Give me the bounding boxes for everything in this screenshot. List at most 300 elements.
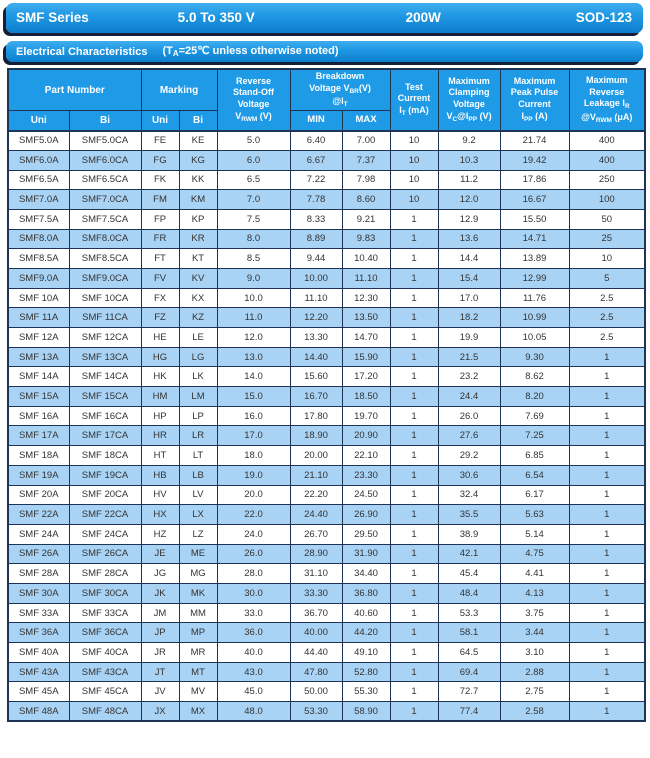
cell-part-uni: SMF 15A bbox=[8, 387, 69, 407]
cell-vrwm: 11.0 bbox=[217, 308, 290, 328]
cell-clamping-voltage: 17.0 bbox=[438, 288, 500, 308]
cell-marking-uni: HP bbox=[141, 406, 179, 426]
cell-vrwm: 36.0 bbox=[217, 623, 290, 643]
table-header bbox=[8, 69, 645, 131]
cell-peak-pulse-current: 17.86 bbox=[500, 170, 569, 190]
cell-peak-pulse-current: 19.42 bbox=[500, 150, 569, 170]
cell-marking-bi: LE bbox=[179, 328, 217, 348]
cell-vbr-max: 44.20 bbox=[342, 623, 390, 643]
cell-test-current: 1 bbox=[390, 623, 438, 643]
cell-part-uni: SMF 45A bbox=[8, 682, 69, 702]
cell-vbr-max: 22.10 bbox=[342, 446, 390, 466]
cell-vbr-max: 15.90 bbox=[342, 347, 390, 367]
cell-test-current: 1 bbox=[390, 643, 438, 663]
cell-test-current: 1 bbox=[390, 446, 438, 466]
cell-part-bi: SMF 43CA bbox=[69, 662, 141, 682]
table-row bbox=[8, 170, 645, 190]
cell-reverse-leakage: 10 bbox=[569, 249, 645, 269]
cell-vbr-max: 18.50 bbox=[342, 387, 390, 407]
cell-peak-pulse-current: 2.88 bbox=[500, 662, 569, 682]
col-reverse-standoff-voltage: Reverse Stand-Off Voltage $V_{RWM}$ (V) bbox=[217, 69, 290, 131]
cell-test-current: 1 bbox=[390, 564, 438, 584]
cell-vrwm: 45.0 bbox=[217, 682, 290, 702]
cell-marking-bi: MM bbox=[179, 603, 217, 623]
cell-part-uni: SMF 10A bbox=[8, 288, 69, 308]
cell-test-current: 1 bbox=[390, 288, 438, 308]
cell-reverse-leakage: 1 bbox=[569, 406, 645, 426]
cell-vbr-min: 50.00 bbox=[290, 682, 342, 702]
table-row bbox=[8, 583, 645, 603]
cell-test-current: 1 bbox=[390, 406, 438, 426]
cell-part-uni: SMF 48A bbox=[8, 702, 69, 722]
cell-vbr-min: 40.00 bbox=[290, 623, 342, 643]
cell-marking-bi: LB bbox=[179, 465, 217, 485]
cell-marking-bi: LV bbox=[179, 485, 217, 505]
cell-part-bi: SMF7.0CA bbox=[69, 190, 141, 210]
cell-vrwm: 16.0 bbox=[217, 406, 290, 426]
cell-marking-uni: FP bbox=[141, 209, 179, 229]
cell-peak-pulse-current: 12.99 bbox=[500, 268, 569, 288]
cell-part-bi: SMF 30CA bbox=[69, 583, 141, 603]
cell-part-bi: SMF 20CA bbox=[69, 485, 141, 505]
cell-marking-bi: KK bbox=[179, 170, 217, 190]
cell-clamping-voltage: 35.5 bbox=[438, 505, 500, 525]
cell-vbr-max: 24.50 bbox=[342, 485, 390, 505]
cell-clamping-voltage: 26.0 bbox=[438, 406, 500, 426]
cell-test-current: 1 bbox=[390, 229, 438, 249]
cell-vbr-min: 7.78 bbox=[290, 190, 342, 210]
cell-part-uni: SMF 16A bbox=[8, 406, 69, 426]
cell-peak-pulse-current: 7.25 bbox=[500, 426, 569, 446]
cell-marking-bi: MV bbox=[179, 682, 217, 702]
table-row bbox=[8, 485, 645, 505]
cell-reverse-leakage: 1 bbox=[569, 485, 645, 505]
col-marking-uni: Uni bbox=[141, 111, 179, 131]
cell-test-current: 1 bbox=[390, 465, 438, 485]
cell-reverse-leakage: 1 bbox=[569, 446, 645, 466]
cell-peak-pulse-current: 2.75 bbox=[500, 682, 569, 702]
col-peak-pulse-current: Maximum Peak Pulse Current $I_{PP}$ (A) bbox=[500, 69, 569, 131]
cell-vbr-min: 47.80 bbox=[290, 662, 342, 682]
cell-vbr-max: 13.50 bbox=[342, 308, 390, 328]
cell-marking-uni: FT bbox=[141, 249, 179, 269]
cell-reverse-leakage: 400 bbox=[569, 131, 645, 151]
cell-marking-uni: FK bbox=[141, 170, 179, 190]
cell-part-bi: SMF9.0CA bbox=[69, 268, 141, 288]
cell-vrwm: 28.0 bbox=[217, 564, 290, 584]
cell-vrwm: 30.0 bbox=[217, 583, 290, 603]
table-row bbox=[8, 643, 645, 663]
cell-reverse-leakage: 1 bbox=[569, 387, 645, 407]
cell-vbr-min: 12.20 bbox=[290, 308, 342, 328]
cell-vrwm: 13.0 bbox=[217, 347, 290, 367]
cell-part-bi: SMF 10CA bbox=[69, 288, 141, 308]
cell-vbr-max: 49.10 bbox=[342, 643, 390, 663]
cell-test-current: 1 bbox=[390, 426, 438, 446]
col-part-bi: Bi bbox=[69, 111, 141, 131]
cell-part-bi: SMF8.5CA bbox=[69, 249, 141, 269]
cell-vbr-max: 19.70 bbox=[342, 406, 390, 426]
cell-clamping-voltage: 15.4 bbox=[438, 268, 500, 288]
cell-marking-bi: MT bbox=[179, 662, 217, 682]
cell-marking-bi: KP bbox=[179, 209, 217, 229]
cell-marking-bi: MP bbox=[179, 623, 217, 643]
cell-vbr-min: 11.10 bbox=[290, 288, 342, 308]
cell-vrwm: 7.0 bbox=[217, 190, 290, 210]
cell-vbr-max: 31.90 bbox=[342, 544, 390, 564]
cell-marking-uni: JE bbox=[141, 544, 179, 564]
cell-part-uni: SMF 30A bbox=[8, 583, 69, 603]
cell-marking-bi: KG bbox=[179, 150, 217, 170]
cell-reverse-leakage: 100 bbox=[569, 190, 645, 210]
cell-vrwm: 22.0 bbox=[217, 505, 290, 525]
cell-part-uni: SMF 26A bbox=[8, 544, 69, 564]
cell-part-uni: SMF 24A bbox=[8, 524, 69, 544]
cell-vbr-max: 7.00 bbox=[342, 131, 390, 151]
cell-reverse-leakage: 1 bbox=[569, 564, 645, 584]
cell-vbr-max: 11.10 bbox=[342, 268, 390, 288]
cell-vbr-min: 24.40 bbox=[290, 505, 342, 525]
cell-reverse-leakage: 2.5 bbox=[569, 308, 645, 328]
col-part-uni: Uni bbox=[8, 111, 69, 131]
table-row bbox=[8, 623, 645, 643]
cell-peak-pulse-current: 9.30 bbox=[500, 347, 569, 367]
cell-marking-bi: KT bbox=[179, 249, 217, 269]
cell-vbr-min: 28.90 bbox=[290, 544, 342, 564]
cell-vbr-min: 8.33 bbox=[290, 209, 342, 229]
cell-reverse-leakage: 1 bbox=[569, 367, 645, 387]
cell-part-bi: SMF 40CA bbox=[69, 643, 141, 663]
cell-clamping-voltage: 27.6 bbox=[438, 426, 500, 446]
cell-reverse-leakage: 1 bbox=[569, 702, 645, 722]
col-clamping-voltage: Maximum Clamping Voltage $V_C@I_{PP}$ (V) bbox=[438, 69, 500, 131]
cell-part-bi: SMF 48CA bbox=[69, 702, 141, 722]
cell-clamping-voltage: 10.3 bbox=[438, 150, 500, 170]
cell-marking-uni: HR bbox=[141, 426, 179, 446]
table-row bbox=[8, 406, 645, 426]
cell-test-current: 10 bbox=[390, 150, 438, 170]
cell-peak-pulse-current: 10.99 bbox=[500, 308, 569, 328]
table-row bbox=[8, 465, 645, 485]
cell-test-current: 10 bbox=[390, 190, 438, 210]
col-marking: Marking bbox=[141, 69, 217, 111]
cell-clamping-voltage: 11.2 bbox=[438, 170, 500, 190]
cell-marking-uni: FX bbox=[141, 288, 179, 308]
cell-reverse-leakage: 1 bbox=[569, 643, 645, 663]
cell-reverse-leakage: 1 bbox=[569, 465, 645, 485]
cell-test-current: 1 bbox=[390, 268, 438, 288]
cell-marking-uni: HX bbox=[141, 505, 179, 525]
package-name: SOD-123 bbox=[575, 10, 632, 25]
voltage-range: 5.0 To 350 V bbox=[177, 10, 255, 25]
cell-reverse-leakage: 1 bbox=[569, 603, 645, 623]
cell-vbr-min: 26.70 bbox=[290, 524, 342, 544]
cell-vbr-max: 52.80 bbox=[342, 662, 390, 682]
cell-marking-uni: JT bbox=[141, 662, 179, 682]
cell-vbr-max: 7.98 bbox=[342, 170, 390, 190]
cell-marking-bi: KV bbox=[179, 268, 217, 288]
cell-reverse-leakage: 1 bbox=[569, 524, 645, 544]
cell-peak-pulse-current: 3.75 bbox=[500, 603, 569, 623]
cell-marking-uni: FV bbox=[141, 268, 179, 288]
cell-peak-pulse-current: 6.17 bbox=[500, 485, 569, 505]
cell-part-bi: SMF 19CA bbox=[69, 465, 141, 485]
cell-clamping-voltage: 48.4 bbox=[438, 583, 500, 603]
cell-marking-bi: MG bbox=[179, 564, 217, 584]
cell-vrwm: 8.0 bbox=[217, 229, 290, 249]
table-row bbox=[8, 209, 645, 229]
table-row bbox=[8, 347, 645, 367]
table-body bbox=[8, 131, 645, 722]
cell-reverse-leakage: 25 bbox=[569, 229, 645, 249]
cell-vbr-max: 10.40 bbox=[342, 249, 390, 269]
cell-test-current: 1 bbox=[390, 524, 438, 544]
cell-vbr-min: 20.00 bbox=[290, 446, 342, 466]
cell-vrwm: 24.0 bbox=[217, 524, 290, 544]
cell-clamping-voltage: 53.3 bbox=[438, 603, 500, 623]
cell-part-uni: SMF 19A bbox=[8, 465, 69, 485]
cell-clamping-voltage: 24.4 bbox=[438, 387, 500, 407]
cell-marking-bi: KZ bbox=[179, 308, 217, 328]
cell-test-current: 1 bbox=[390, 583, 438, 603]
cell-part-uni: SMF6.5A bbox=[8, 170, 69, 190]
cell-vbr-max: 34.40 bbox=[342, 564, 390, 584]
cell-test-current: 1 bbox=[390, 485, 438, 505]
cell-peak-pulse-current: 15.50 bbox=[500, 209, 569, 229]
cell-peak-pulse-current: 4.13 bbox=[500, 583, 569, 603]
cell-part-bi: SMF 17CA bbox=[69, 426, 141, 446]
table-row bbox=[8, 524, 645, 544]
cell-vbr-max: 20.90 bbox=[342, 426, 390, 446]
cell-marking-uni: HV bbox=[141, 485, 179, 505]
cell-reverse-leakage: 1 bbox=[569, 623, 645, 643]
cell-marking-bi: LP bbox=[179, 406, 217, 426]
cell-marking-uni: FR bbox=[141, 229, 179, 249]
cell-vrwm: 20.0 bbox=[217, 485, 290, 505]
cell-clamping-voltage: 14.4 bbox=[438, 249, 500, 269]
cell-marking-bi: LK bbox=[179, 367, 217, 387]
table-row bbox=[8, 702, 645, 722]
cell-part-uni: SMF9.0A bbox=[8, 268, 69, 288]
cell-marking-uni: JM bbox=[141, 603, 179, 623]
cell-clamping-voltage: 12.9 bbox=[438, 209, 500, 229]
cell-reverse-leakage: 1 bbox=[569, 662, 645, 682]
cell-vbr-max: 58.90 bbox=[342, 702, 390, 722]
cell-marking-bi: KX bbox=[179, 288, 217, 308]
cell-peak-pulse-current: 2.58 bbox=[500, 702, 569, 722]
cell-vrwm: 18.0 bbox=[217, 446, 290, 466]
cell-marking-uni: JG bbox=[141, 564, 179, 584]
cell-peak-pulse-current: 3.44 bbox=[500, 623, 569, 643]
cell-vrwm: 6.0 bbox=[217, 150, 290, 170]
cell-vrwm: 8.5 bbox=[217, 249, 290, 269]
table-row bbox=[8, 544, 645, 564]
table-row bbox=[8, 603, 645, 623]
cell-part-uni: SMF5.0A bbox=[8, 131, 69, 151]
cell-clamping-voltage: 29.2 bbox=[438, 446, 500, 466]
cell-test-current: 1 bbox=[390, 682, 438, 702]
cell-reverse-leakage: 250 bbox=[569, 170, 645, 190]
cell-peak-pulse-current: 13.89 bbox=[500, 249, 569, 269]
cell-marking-bi: LT bbox=[179, 446, 217, 466]
cell-vrwm: 10.0 bbox=[217, 288, 290, 308]
cell-clamping-voltage: 64.5 bbox=[438, 643, 500, 663]
cell-reverse-leakage: 2.5 bbox=[569, 328, 645, 348]
col-test-current: Test Current $I_T$ (mA) bbox=[390, 69, 438, 131]
table-row bbox=[8, 150, 645, 170]
cell-test-current: 1 bbox=[390, 702, 438, 722]
cell-test-current: 1 bbox=[390, 387, 438, 407]
cell-peak-pulse-current: 8.62 bbox=[500, 367, 569, 387]
cell-marking-bi: KE bbox=[179, 131, 217, 151]
cell-marking-uni: JV bbox=[141, 682, 179, 702]
cell-marking-uni: JP bbox=[141, 623, 179, 643]
table-row bbox=[8, 564, 645, 584]
cell-vbr-max: 29.50 bbox=[342, 524, 390, 544]
cell-part-uni: SMF6.0A bbox=[8, 150, 69, 170]
cell-part-bi: SMF 28CA bbox=[69, 564, 141, 584]
cell-part-uni: SMF 33A bbox=[8, 603, 69, 623]
table-row bbox=[8, 426, 645, 446]
cell-part-bi: SMF 14CA bbox=[69, 367, 141, 387]
col-vbr-max: MAX bbox=[342, 111, 390, 131]
col-reverse-leakage: Maximum Reverse Leakage $I_R$ $@V_{RWM}$ (μA) bbox=[569, 69, 645, 131]
cell-part-uni: SMF 40A bbox=[8, 643, 69, 663]
cell-vbr-min: 18.90 bbox=[290, 426, 342, 446]
cell-part-uni: SMF 22A bbox=[8, 505, 69, 525]
cell-clamping-voltage: 38.9 bbox=[438, 524, 500, 544]
cell-test-current: 1 bbox=[390, 662, 438, 682]
cell-marking-bi: KM bbox=[179, 190, 217, 210]
cell-peak-pulse-current: 4.41 bbox=[500, 564, 569, 584]
cell-peak-pulse-current: 16.67 bbox=[500, 190, 569, 210]
cell-reverse-leakage: 5 bbox=[569, 268, 645, 288]
cell-vbr-max: 55.30 bbox=[342, 682, 390, 702]
cell-part-bi: SMF 16CA bbox=[69, 406, 141, 426]
cell-part-bi: SMF 24CA bbox=[69, 524, 141, 544]
table-row bbox=[8, 387, 645, 407]
cell-marking-uni: HK bbox=[141, 367, 179, 387]
cell-peak-pulse-current: 4.75 bbox=[500, 544, 569, 564]
cell-vbr-min: 21.10 bbox=[290, 465, 342, 485]
cell-marking-bi: LR bbox=[179, 426, 217, 446]
cell-marking-uni: HG bbox=[141, 347, 179, 367]
cell-test-current: 1 bbox=[390, 603, 438, 623]
cell-vrwm: 17.0 bbox=[217, 426, 290, 446]
table-row bbox=[8, 249, 645, 269]
cell-part-uni: SMF 28A bbox=[8, 564, 69, 584]
cell-test-current: 1 bbox=[390, 308, 438, 328]
header-row-groups bbox=[8, 69, 645, 111]
cell-test-current: 1 bbox=[390, 209, 438, 229]
cell-vrwm: 33.0 bbox=[217, 603, 290, 623]
cell-marking-uni: FZ bbox=[141, 308, 179, 328]
cell-part-bi: SMF 26CA bbox=[69, 544, 141, 564]
cell-vbr-max: 40.60 bbox=[342, 603, 390, 623]
cell-reverse-leakage: 1 bbox=[569, 347, 645, 367]
cell-vbr-max: 8.60 bbox=[342, 190, 390, 210]
series-name: SMF Series bbox=[16, 10, 89, 25]
cell-test-current: 1 bbox=[390, 505, 438, 525]
cell-part-uni: SMF 17A bbox=[8, 426, 69, 446]
cell-peak-pulse-current: 5.63 bbox=[500, 505, 569, 525]
cell-vrwm: 19.0 bbox=[217, 465, 290, 485]
cell-peak-pulse-current: 8.20 bbox=[500, 387, 569, 407]
cell-peak-pulse-current: 7.69 bbox=[500, 406, 569, 426]
cell-marking-uni: FG bbox=[141, 150, 179, 170]
cell-clamping-voltage: 23.2 bbox=[438, 367, 500, 387]
cell-peak-pulse-current: 10.05 bbox=[500, 328, 569, 348]
cell-marking-bi: LZ bbox=[179, 524, 217, 544]
cell-test-current: 1 bbox=[390, 249, 438, 269]
cell-clamping-voltage: 77.4 bbox=[438, 702, 500, 722]
cell-peak-pulse-current: 14.71 bbox=[500, 229, 569, 249]
power-rating: 200W bbox=[405, 10, 441, 25]
cell-peak-pulse-current: 5.14 bbox=[500, 524, 569, 544]
table-row bbox=[8, 682, 645, 702]
cell-vrwm: 43.0 bbox=[217, 662, 290, 682]
cell-part-uni: SMF 12A bbox=[8, 328, 69, 348]
cell-clamping-voltage: 58.1 bbox=[438, 623, 500, 643]
cell-clamping-voltage: 19.9 bbox=[438, 328, 500, 348]
cell-test-current: 1 bbox=[390, 347, 438, 367]
cell-vbr-min: 53.30 bbox=[290, 702, 342, 722]
cell-part-bi: SMF 12CA bbox=[69, 328, 141, 348]
cell-marking-bi: MR bbox=[179, 643, 217, 663]
cell-clamping-voltage: 72.7 bbox=[438, 682, 500, 702]
cell-peak-pulse-current: 6.54 bbox=[500, 465, 569, 485]
cell-test-current: 1 bbox=[390, 328, 438, 348]
cell-vrwm: 5.0 bbox=[217, 131, 290, 151]
cell-clamping-voltage: 30.6 bbox=[438, 465, 500, 485]
cell-vbr-min: 22.20 bbox=[290, 485, 342, 505]
cell-reverse-leakage: 1 bbox=[569, 682, 645, 702]
table-row bbox=[8, 190, 645, 210]
cell-marking-bi: LM bbox=[179, 387, 217, 407]
cell-vbr-min: 8.89 bbox=[290, 229, 342, 249]
electrical-characteristics-table bbox=[7, 68, 646, 722]
cell-vbr-max: 26.90 bbox=[342, 505, 390, 525]
cell-clamping-voltage: 42.1 bbox=[438, 544, 500, 564]
cell-vbr-max: 9.21 bbox=[342, 209, 390, 229]
cell-vbr-max: 17.20 bbox=[342, 367, 390, 387]
cell-clamping-voltage: 9.2 bbox=[438, 131, 500, 151]
cell-clamping-voltage: 45.4 bbox=[438, 564, 500, 584]
cell-marking-uni: HE bbox=[141, 328, 179, 348]
cell-vbr-min: 6.40 bbox=[290, 131, 342, 151]
cell-reverse-leakage: 1 bbox=[569, 583, 645, 603]
cell-part-bi: SMF 18CA bbox=[69, 446, 141, 466]
section-bar bbox=[6, 41, 643, 62]
cell-marking-uni: FE bbox=[141, 131, 179, 151]
table-row bbox=[8, 268, 645, 288]
cell-marking-uni: JX bbox=[141, 702, 179, 722]
cell-vbr-min: 36.70 bbox=[290, 603, 342, 623]
cell-marking-uni: JK bbox=[141, 583, 179, 603]
cell-part-uni: SMF 13A bbox=[8, 347, 69, 367]
cell-part-uni: SMF 14A bbox=[8, 367, 69, 387]
cell-vbr-min: 13.30 bbox=[290, 328, 342, 348]
cell-part-bi: SMF6.5CA bbox=[69, 170, 141, 190]
title-bar bbox=[6, 3, 643, 33]
cell-peak-pulse-current: 3.10 bbox=[500, 643, 569, 663]
cell-vbr-min: 15.60 bbox=[290, 367, 342, 387]
cell-part-bi: SMF 11CA bbox=[69, 308, 141, 328]
cell-part-bi: SMF 15CA bbox=[69, 387, 141, 407]
table-row bbox=[8, 288, 645, 308]
cell-vbr-max: 23.30 bbox=[342, 465, 390, 485]
cell-marking-bi: LG bbox=[179, 347, 217, 367]
